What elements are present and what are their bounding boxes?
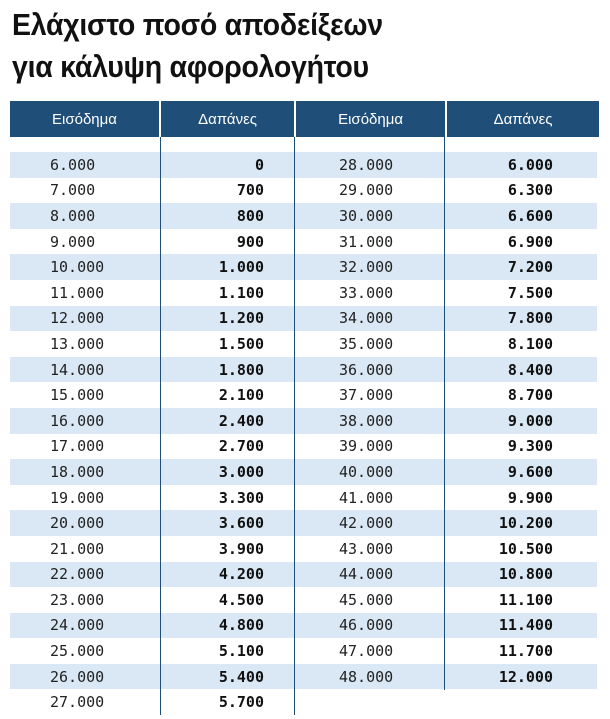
income-right-cell: 44.000	[294, 562, 444, 588]
header-expenses-1: Δαπάνες	[159, 101, 294, 137]
income-left-cell: 20.000	[10, 510, 160, 536]
expenses-left-cell: 1.800	[160, 357, 294, 383]
income-right-cell: 37.000	[339, 386, 394, 405]
expenses-right-cell: 6.900	[507, 232, 553, 251]
table-row	[10, 664, 599, 690]
expenses-left-cell: 2.100	[218, 386, 264, 405]
expenses-left-cell: 1.000	[160, 254, 294, 280]
income-left-cell: 10.000	[10, 254, 160, 280]
income-right-cell: 42.000	[294, 510, 444, 536]
table-row	[10, 638, 599, 664]
expenses-left-cell: 5.100	[218, 642, 264, 661]
column-divider	[444, 137, 445, 690]
income-left-cell: 24.000	[10, 613, 160, 639]
table-row	[10, 280, 599, 306]
column-divider	[160, 137, 161, 715]
income-right-cell: 47.000	[339, 642, 394, 661]
expenses-left-cell: 5.400	[160, 664, 294, 690]
page-title	[12, 4, 555, 88]
table-row	[10, 536, 599, 562]
expenses-left-cell: 3.600	[160, 510, 294, 536]
income-right-cell: 48.000	[294, 664, 444, 690]
income-right-cell: 36.000	[294, 357, 444, 383]
table-body	[10, 152, 599, 715]
header-expenses-2: Δαπάνες	[445, 101, 599, 137]
income-right-cell: 40.000	[294, 459, 444, 485]
income-left-cell: 18.000	[10, 459, 160, 485]
table-row	[10, 485, 599, 511]
income-left-cell: 14.000	[10, 357, 160, 383]
income-right-cell: 43.000	[339, 539, 394, 558]
income-left-cell: 15.000	[50, 386, 105, 405]
title-line-1: Ελάχιστο ποσό αποδείξεων	[12, 7, 383, 42]
expenses-left-cell: 1.100	[218, 283, 264, 302]
expenses-right-cell: 7.200	[444, 254, 597, 280]
header-income-2: Εισόδημα	[294, 101, 445, 137]
table-row	[10, 331, 599, 357]
table-row	[10, 382, 599, 408]
expenses-left-cell: 3.300	[218, 488, 264, 507]
table-row	[10, 203, 599, 229]
income-left-cell: 27.000	[50, 693, 105, 712]
income-left-cell: 6.000	[10, 152, 160, 178]
table-row	[10, 587, 599, 613]
income-right-cell: 31.000	[339, 232, 394, 251]
table-row	[10, 229, 599, 255]
expenses-right-cell: 8.400	[444, 357, 597, 383]
income-right-cell: 35.000	[339, 334, 394, 353]
expenses-right-cell: 11.700	[498, 642, 553, 661]
income-left-cell: 16.000	[10, 408, 160, 434]
table-row	[10, 408, 599, 434]
income-left-cell: 13.000	[50, 334, 105, 353]
expenses-left-cell: 4.800	[160, 613, 294, 639]
expenses-right-cell: 8.100	[507, 334, 553, 353]
expenses-left-cell: 1.500	[218, 334, 264, 353]
title-line-2: για κάλυψη αφορολογήτου	[12, 49, 369, 84]
table-row	[10, 152, 599, 178]
income-right-cell	[294, 689, 444, 715]
income-left-cell: 8.000	[10, 203, 160, 229]
expenses-right-cell: 11.100	[498, 590, 553, 609]
income-right-cell: 38.000	[294, 408, 444, 434]
income-right-cell: 30.000	[294, 203, 444, 229]
expenses-left-cell: 4.200	[160, 562, 294, 588]
expenses-left-cell: 0	[160, 152, 294, 178]
income-left-cell: 21.000	[50, 539, 105, 558]
expenses-left-cell: 5.700	[218, 693, 264, 712]
table-row	[10, 178, 599, 204]
expenses-left-cell: 900	[236, 232, 264, 251]
income-right-cell: 45.000	[339, 590, 394, 609]
table-row	[10, 562, 599, 588]
income-left-cell: 9.000	[50, 232, 96, 251]
expenses-right-cell: 7.500	[507, 283, 553, 302]
income-left-cell: 7.000	[50, 181, 96, 200]
income-right-cell: 46.000	[294, 613, 444, 639]
expenses-left-cell: 700	[236, 181, 264, 200]
income-right-cell: 34.000	[294, 306, 444, 332]
income-left-cell: 12.000	[10, 306, 160, 332]
table-row	[10, 254, 599, 280]
expenses-right-cell: 7.800	[444, 306, 597, 332]
table-row	[10, 689, 599, 715]
expenses-right-cell: 12.000	[444, 664, 597, 690]
expenses-left-cell: 4.500	[218, 590, 264, 609]
expenses-right-cell: 6.000	[444, 152, 597, 178]
income-right-cell: 32.000	[294, 254, 444, 280]
income-right-cell: 29.000	[339, 181, 394, 200]
table-row	[10, 434, 599, 460]
table-header	[10, 101, 599, 137]
expenses-left-cell: 2.700	[218, 437, 264, 456]
expenses-right-cell: 10.500	[498, 539, 553, 558]
income-left-cell: 11.000	[50, 283, 105, 302]
expenses-left-cell: 3.900	[218, 539, 264, 558]
expenses-left-cell: 800	[160, 203, 294, 229]
header-income-1: Εισόδημα	[10, 101, 159, 137]
expenses-right-cell: 9.000	[444, 408, 597, 434]
expenses-right-cell: 10.200	[444, 510, 597, 536]
expenses-right-cell: 9.600	[444, 459, 597, 485]
income-left-cell: 26.000	[10, 664, 160, 690]
income-left-cell: 25.000	[50, 642, 105, 661]
income-right-cell: 33.000	[339, 283, 394, 302]
expenses-left-cell: 2.400	[160, 408, 294, 434]
expenses-left-cell: 3.000	[160, 459, 294, 485]
expenses-right-cell	[444, 689, 597, 715]
income-left-cell: 17.000	[50, 437, 105, 456]
table-row	[10, 306, 599, 332]
expenses-right-cell: 11.400	[444, 613, 597, 639]
income-left-cell: 23.000	[50, 590, 105, 609]
expenses-right-cell: 9.900	[507, 488, 553, 507]
expenses-right-cell: 9.300	[507, 437, 553, 456]
table-row	[10, 613, 599, 639]
table-row	[10, 357, 599, 383]
income-right-cell: 28.000	[294, 152, 444, 178]
expenses-right-cell: 6.600	[444, 203, 597, 229]
expenses-right-cell: 6.300	[507, 181, 553, 200]
table-row	[10, 510, 599, 536]
income-right-cell: 41.000	[339, 488, 394, 507]
expenses-right-cell: 10.800	[444, 562, 597, 588]
table-row	[10, 459, 599, 485]
expenses-left-cell: 1.200	[160, 306, 294, 332]
receipts-table	[10, 101, 599, 715]
expenses-right-cell: 8.700	[507, 386, 553, 405]
income-left-cell: 22.000	[10, 562, 160, 588]
income-left-cell: 19.000	[50, 488, 105, 507]
column-divider	[294, 137, 295, 715]
income-right-cell: 39.000	[339, 437, 394, 456]
